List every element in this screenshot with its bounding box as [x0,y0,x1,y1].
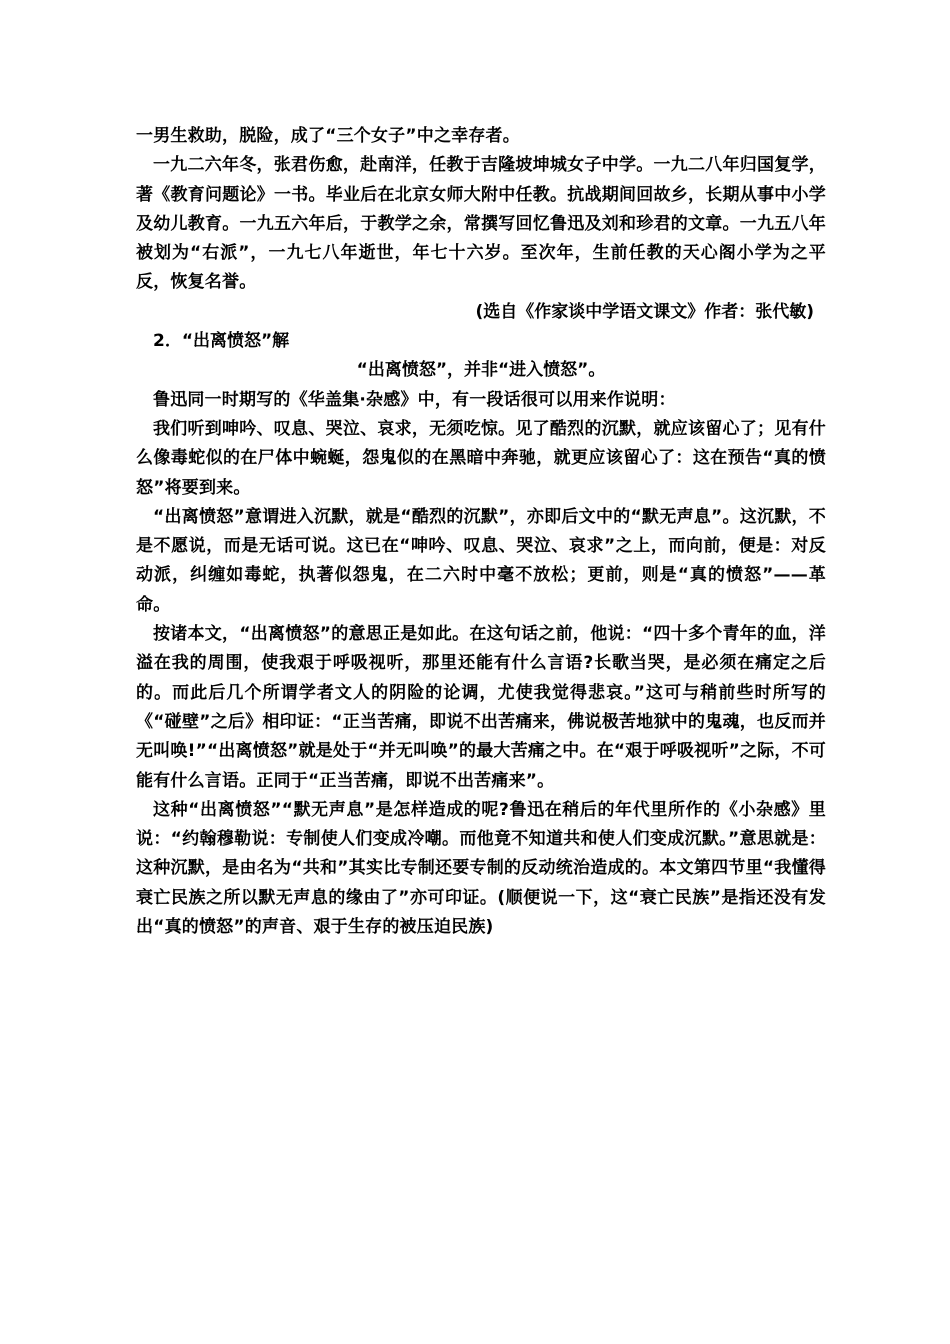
paragraph-quotation: 我们听到呻吟、叹息、哭泣、哀求，无须吃惊。见了酷烈的沉默，就应该留心了；见有什么像毒蛇似的在尸体中蜿蜒，怨鬼似的在黑暗中奔驰，就更应该留心了：这在预告“真的愤怒”将要到来。 [136,418,826,498]
paragraph-survivor: 一男生救助，脱险，成了“三个女子”中之幸存者。 [136,126,520,146]
section-heading: 2．“出离愤怒”解 [153,331,290,352]
document-body [136,122,826,942]
centered-thesis: “出离愤怒”，并非“进入愤怒”。 [356,360,606,381]
paragraph-silence: “出离愤怒”意谓进入沉默，就是“酷烈的沉默”，亦即后文中的“默无声息”。这沉默，不是不愿说，而是无话可说。这已在“呻吟、叹息、哭泣、哀求”之上，而向前，便是：对反动派，纠缠如毒蛇，执著似怨鬼，在二六时中毫不放松；更前，则是“真的愤怒”——革命。 [136,506,826,615]
paragraph-cause: 这种“出离愤怒”“默无声息”是怎样造成的呢?鲁迅在稍后的年代里所作的《小杂感》里说：“约翰穆勒说：专制使人们变成冷嘲。而他竟不知道共和使人们变成沉默。”意思就是：这种沉默，是由名为“共和”其实比专制还要专制的反动统治造成的。本文第四节里“我懂得衰亡民族之所以默无声息的缘由了”亦可印证。(顺便说一下，这“衰亡民族”是指还没有发出“真的愤怒”的声音、艰于生存的被压迫民族) [136,799,826,938]
paragraph-biography: 一九二六年冬，张君伤愈，赴南洋，任教于吉隆坡坤城女子中学。一九二八年归国复学，著《教育问题论》一书。毕业后在北京女师大附中任教。抗战期间回故乡，长期从事中小学及幼儿教育。一九五六年后，于教学之余，常撰写回忆鲁迅及刘和珍君的文章。一九五八年被划为“右派”，一九七八年逝世，年七十六岁。至次年，生前任教的天心阁小学为之平反，恢复名誉。 [136,155,826,293]
paragraph-intro-quote: 鲁迅同一时期写的《华盖集·杂感》中，有一段话很可以用来作说明： [153,389,676,410]
source-citation: (选自《作家谈中学语文课文》作者：张代敏) [475,301,814,322]
paragraph-meaning: 按诸本文，“出离愤怒”的意思正是如此。在这句话之前，他说：“四十多个青年的血，洋溢在我的周围，使我艰于呼吸视听，那里还能有什么言语?长歌当哭，是必须在痛定之后的。而此后几个所谓学者文人的阴险的论调，尤使我觉得悲哀。”这可与稍前些时所写的《“碰壁”之后》相印证：“正当苦痛，即说不出苦痛来，佛说极苦地狱中的鬼魂，也反而并无叫唤!”“出离愤怒”就是处于“并无叫唤”的最大苦痛之中。在“艰于呼吸视听”之际，不可能有什么言语。正同于“正当苦痛，即说不出苦痛来”。 [136,624,826,791]
